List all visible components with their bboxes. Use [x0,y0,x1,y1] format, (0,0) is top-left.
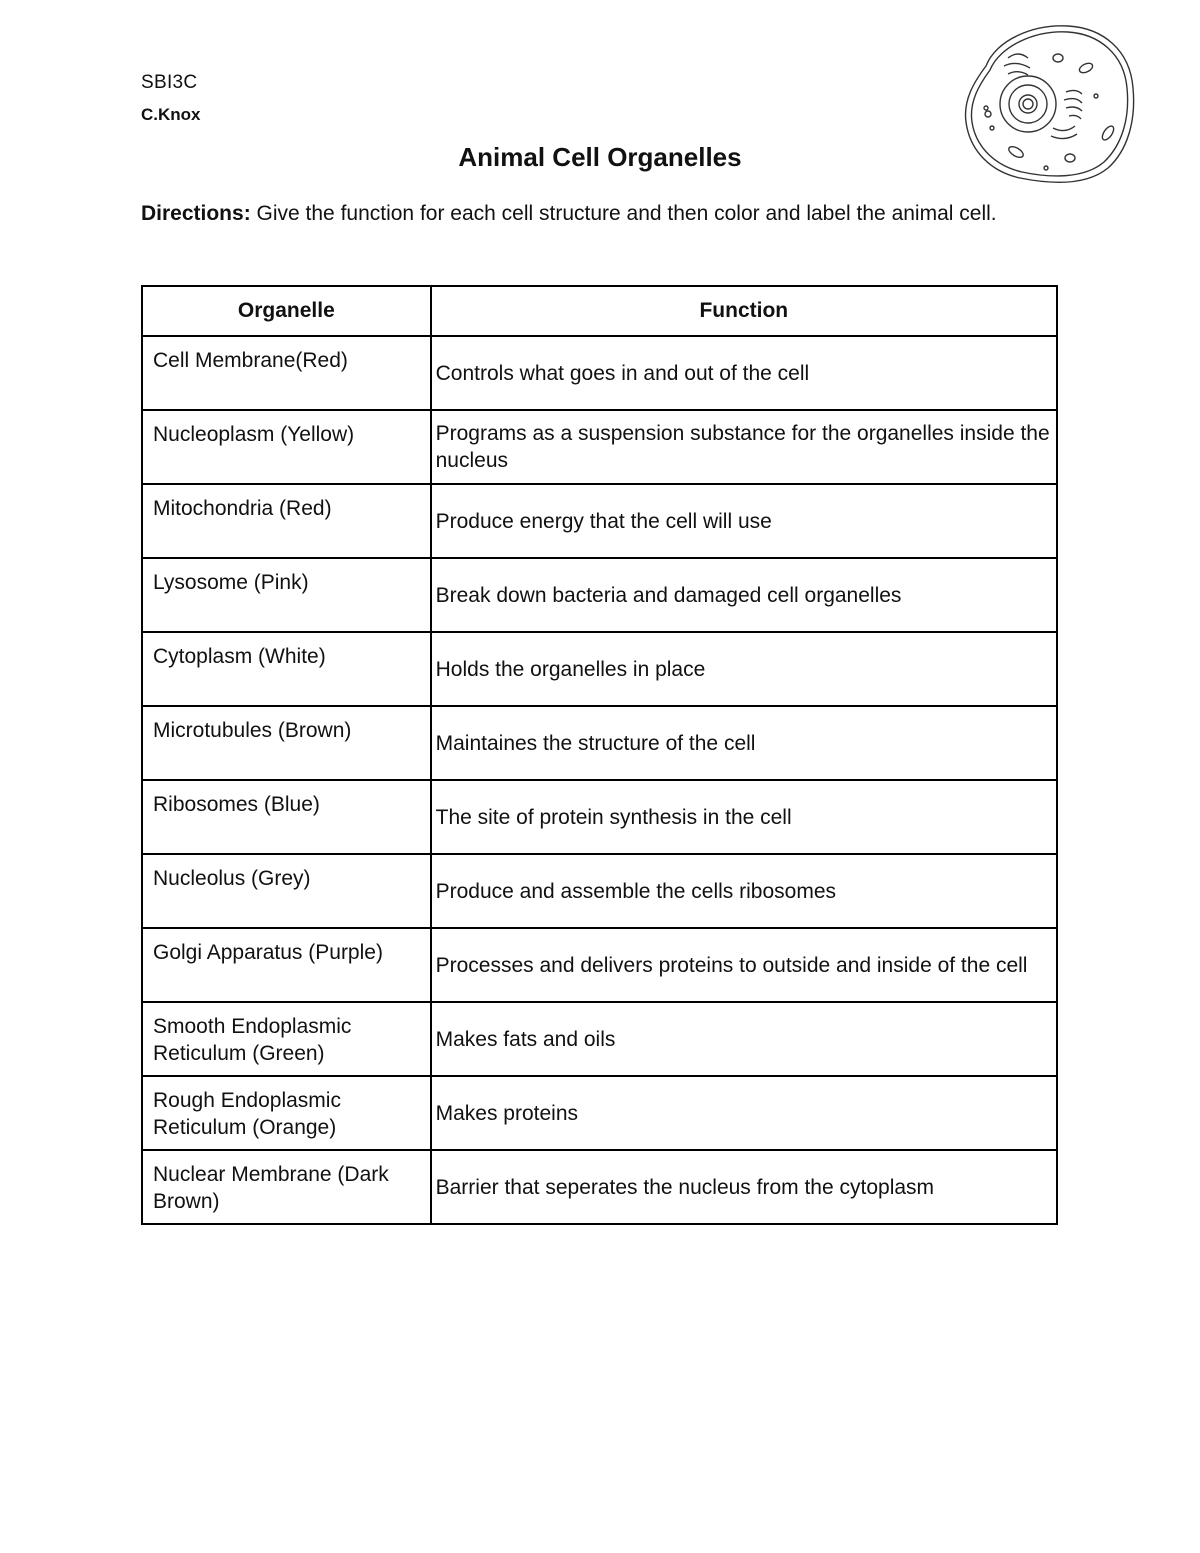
organelle-cell: Nuclear Membrane (Dark Brown) [142,1150,431,1224]
organelle-cell: Ribosomes (Blue) [142,780,431,854]
organelle-cell: Microtubules (Brown) [142,706,431,780]
table-header-row [142,286,1057,336]
table-row [142,928,1057,1002]
table-row [142,558,1057,632]
function-cell: Controls what goes in and out of the cell [431,336,1057,410]
header-function: Function [431,286,1057,336]
organelle-cell: Golgi Apparatus (Purple) [142,928,431,1002]
organelle-cell: Smooth Endoplasmic Reticulum (Green) [142,1002,431,1076]
table-row [142,1002,1057,1076]
table-row [142,780,1057,854]
function-cell: Maintaines the structure of the cell [431,706,1057,780]
organelle-cell: Nucleolus (Grey) [142,854,431,928]
organelle-table [141,285,1058,1225]
function-cell: Barrier that seperates the nucleus from the cytoplasm [431,1150,1057,1224]
table-row [142,336,1057,410]
function-cell: Produce and assemble the cells ribosomes [431,854,1057,928]
organelle-cell: Nucleoplasm (Yellow) [142,410,431,484]
function-cell: Produce energy that the cell will use [431,484,1057,558]
function-cell: Processes and delivers proteins to outside and inside of the cell [431,928,1057,1002]
directions-label: Directions: [141,202,251,225]
table-row [142,410,1057,484]
directions-paragraph [141,200,1061,228]
header-organelle: Organelle [142,286,431,336]
table-row [142,1076,1057,1150]
page-title: Animal Cell Organelles [458,142,742,172]
table-row [142,484,1057,558]
directions-text: Give the function for each cell structure and then color and label the animal cell. [250,202,997,225]
course-code: SBI3C [141,72,198,93]
table-row [142,1150,1057,1224]
function-cell: Holds the organelles in place [431,632,1057,706]
organelle-cell: Lysosome (Pink) [142,558,431,632]
organelle-cell: Cytoplasm (White) [142,632,431,706]
author-name: C.Knox [141,105,201,124]
organelle-cell: Rough Endoplasmic Reticulum (Orange) [142,1076,431,1150]
function-cell: Programs as a suspension substance for the organelles inside the nucleus [431,410,1057,484]
organelle-cell: Mitochondria (Red) [142,484,431,558]
function-cell: Makes fats and oils [431,1002,1057,1076]
function-cell: Makes proteins [431,1076,1057,1150]
function-cell: The site of protein synthesis in the cell [431,780,1057,854]
function-cell: Break down bacteria and damaged cell organelles [431,558,1057,632]
table-row [142,706,1057,780]
organelle-cell: Cell Membrane(Red) [142,336,431,410]
table-row [142,854,1057,928]
table-row [142,632,1057,706]
